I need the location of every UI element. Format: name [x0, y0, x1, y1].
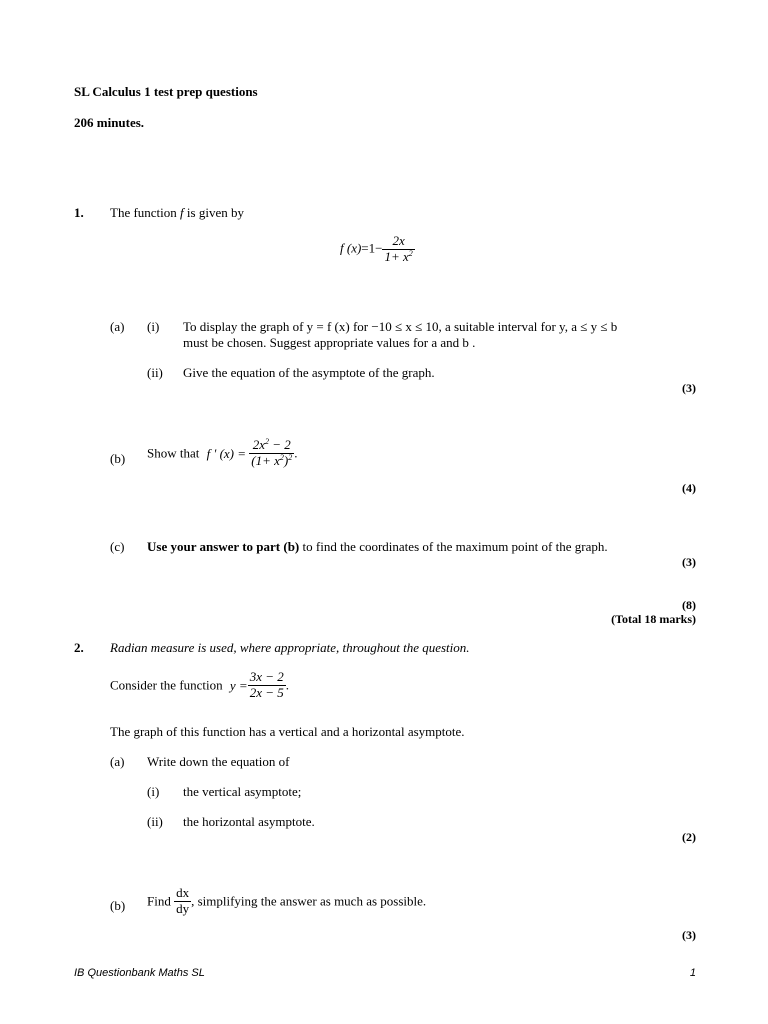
- footer-page-number: 1: [689, 967, 696, 979]
- q1-part-b-label: (b): [110, 451, 126, 466]
- q2-part-a-marks: (2): [682, 830, 696, 844]
- q1-part-c-text: Use your answer to part (b) to find the coordinates of the maximum point of the graph.: [147, 539, 608, 554]
- q1-part-a-marks: (3): [682, 381, 696, 395]
- question-2-number: 2.: [74, 640, 84, 655]
- question-2-function: Consider the function y = $\frac{3x - 2}{2x - 5}$ .: [110, 669, 289, 700]
- q2-part-b-text: Find $\frac{dx}{dy}$ , simplifying the answer as much as possible.: [147, 885, 427, 916]
- q2-part-a-ii-label: (ii): [147, 814, 163, 829]
- q1-total-marks: (Total 18 marks): [611, 612, 696, 626]
- q2-part-a-i-label: (i): [147, 784, 160, 799]
- q1-part-b-marks: (4): [682, 481, 696, 495]
- document-title: SL Calculus 1 test prep questions: [74, 84, 258, 99]
- q2-part-a-i-text: the vertical asymptote;: [183, 784, 302, 799]
- q1-part-a-ii-label: (ii): [147, 365, 163, 380]
- function-f-formula: f (x)=1− $\frac{2x}{1+ x^2}$: [340, 233, 413, 264]
- q2-part-a-label: (a): [110, 754, 125, 769]
- question-1-intro: The function f is given by: [110, 205, 244, 220]
- q1-part-a-i-text-line2: must be chosen. Suggest appropriate values for a and b .: [183, 335, 476, 350]
- q1-part-a-ii-text: Give the equation of the asymptote of the graph.: [183, 365, 435, 380]
- question-2-asymptote-statement: The graph of this function has a vertical and a horizontal asymptote.: [110, 724, 465, 739]
- q1-part-a-i-label: (i): [147, 319, 160, 334]
- q1-part-c-label: (c): [110, 539, 125, 554]
- q2-part-a-ii-text: the horizontal asymptote.: [183, 814, 315, 829]
- duration: 206 minutes.: [74, 115, 145, 130]
- q2-part-b-label: (b): [110, 898, 126, 913]
- q1-part-c-marks: (3): [682, 555, 696, 569]
- question-2-intro: Radian measure is used, where appropriate, throughout the question.: [110, 640, 470, 655]
- q1-part-a-i-text-line1: To display the graph of y = f (x) for −10 ≤ x ≤ 10, a suitable interval for y, a ≤ y ≤ b: [183, 319, 618, 334]
- q2-part-b-marks: (3): [682, 928, 696, 942]
- question-1-number: 1.: [74, 205, 84, 220]
- q1-subtotal-marks: (8): [682, 598, 696, 612]
- q1-part-b-expression: Show that f ′ (x) = $\frac{2x^2 - 2}{(1+ x^2)^2}$ .: [147, 437, 298, 468]
- q2-part-a-text: Write down the equation of: [147, 754, 290, 769]
- q1-part-a-label: (a): [110, 319, 125, 334]
- footer-source: IB Questionbank Maths SL: [74, 967, 205, 979]
